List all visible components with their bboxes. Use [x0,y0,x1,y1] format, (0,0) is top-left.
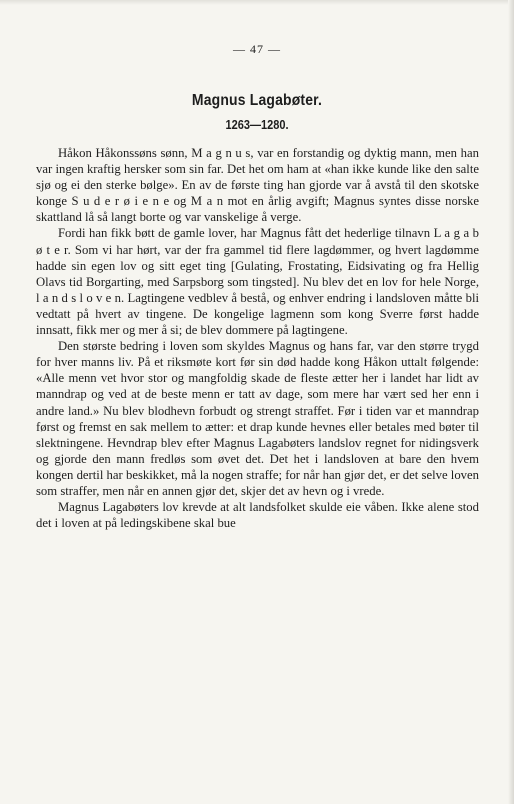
page-number: — 47 — [233,42,281,56]
chapter-title: Magnus Lagabøter. [191,92,323,109]
page-edge-right [508,0,514,804]
paragraph-1: Håkon Håkonssøns sønn, M a g n u s, var en forstandig og dyktig mann, men han var ingen kraftig hersker som sin far. Det het om ham at «han ikke kunde like den salte sjø og ei den sterke bølge». En av de første ting han gjorde var å avstå til den skotske konge S u d e r ø i e n e og M a n mot en årlig avgift; Magnus syntes disse norske skattland lå så langt borte og var vanskelige å verge. [36,146,479,225]
paragraph-3: Den største bedring i loven som skyldes Magnus og hans far, var den større trygd for hver manns liv. På et riksmøte kort før sin død hadde kong Håkon uttalt følgende: «Alle menn vet hvor stor og mangfoldig skade de fleste ætter her i landet har lidt av manndrap og ved at de beste menn er tatt av dage, som mere har vært sed her enn i andre land.» Nu blev blodhevn forbudt og strengt straffet. Før i tiden var et manndrap først og fremst en sak mellem to ætter: et drap kunde hevnes eller betales med bøter til slektningene. Hevndrap blev efter Magnus Lagabøters landslov regnet for nidingsverk og gjorde den mann fredløs som øvet det. Det het i landsloven at bare den hvem kongen dertil har beskikket, må la nogen straffe; for når han gjør det, er det selve loven som straffer, men når en annen gjør det, skjer det av hevn og i vrede. [36,339,479,498]
paragraph-4: Magnus Lagabøters lov krevde at alt landsfolket skulde eie våben. Ikke alene stod det i loven at på ledingskibene skal bue [36,500,479,531]
chapter-years: 1263—1280. [225,118,289,132]
body-text [36,145,479,531]
page-edge-top [0,0,514,5]
paragraph-2: Fordi han fikk bøtt de gamle lover, har Magnus fått det hederlige tilnavn L a g a b ø t e r. Som vi har hørt, var der fra gammel tid flere lagdømmer, og hvert lagdømme hadde sin egen lov og sitt eget ting [Gulating, Frostating, Eidsivating og fra Hellig Olavs tid Borgarting, med Sarpsborg som tingsted]. Nu blev det en lov for hele Norge, l a n d s l o v e n. Lagtingene vedblev å bestå, og enhver endring i landsloven måtte bli vedtatt på hvert av tingene. De kongelige lagmenn som kong Sverre først hadde innsatt, fikk mer og mer å si; de blev dommere på lagtingene. [36,226,479,338]
